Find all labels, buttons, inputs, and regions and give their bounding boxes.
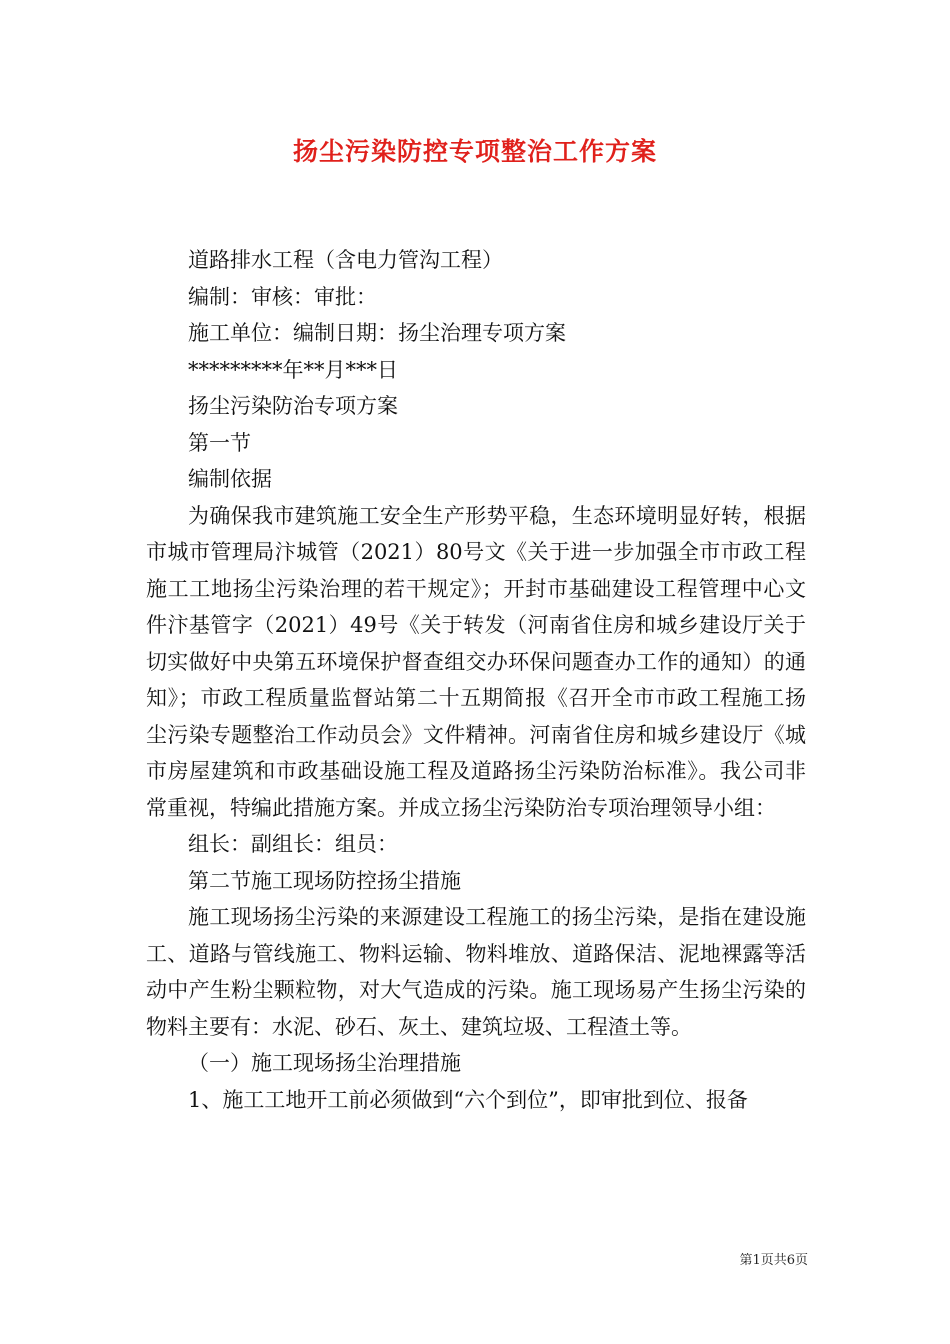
basis-heading: 编制依据 bbox=[188, 467, 272, 491]
unit-date-line: 施工单位：编制日期：扬尘治理专项方案 bbox=[188, 321, 566, 345]
subsection-heading: （一）施工现场扬尘治理措施 bbox=[188, 1051, 461, 1075]
document-title: 扬尘污染防控专项整治工作方案 bbox=[292, 137, 657, 166]
date-line: *********年**月***日 bbox=[188, 357, 398, 382]
document-body bbox=[146, 242, 806, 1118]
section-1-heading: 第一节 bbox=[188, 430, 251, 455]
basis-paragraph: 为确保我市建筑施工安全生产形势平稳，生态环境明显好转，根据市城市管理局汴城管（2021）80号文《关于进一步加强全市市政工程施工工地扬尘污染治理的若干规定》；开封市基础建设工程管理中心文件汴基管字（2021）49号《关于转发（河南省住房和城乡建设厅关于切实做好中央第五环境保护督查组交办环保问题查办工作的通知）的通知》；市政工程质量监督站第二十五期简报《召开全市市政工程施工扬尘污染专题整治工作动员会》文件精神。河南省住房和城乡建设厅《城市房屋建筑和市政基础设施工程及道路扬尘污染防治标准》。我公司非常重视，特编此措施方案。并成立扬尘污染防治专项治理领导小组： bbox=[146, 503, 806, 820]
team-line: 组长：副组长：组员： bbox=[188, 832, 398, 856]
plan-title-line: 扬尘污染防治专项方案 bbox=[188, 394, 398, 418]
project-name-line: 道路排水工程（含电力管沟工程） bbox=[188, 248, 503, 272]
page-number: 第1页共6页 bbox=[739, 1253, 808, 1268]
dust-source-paragraph: 施工现场扬尘污染的来源建设工程施工的扬尘污染，是指在建设施工、道路与管线施工、物料运输、物料堆放、道路保洁、泥地裸露等活动中产生粉尘颗粒物，对大气造成的污染。施工现场易产生扬尘污染的物料主要有：水泥、砂石、灰土、建筑垃圾、工程渣土等。 bbox=[146, 905, 806, 1039]
approval-line: 编制：审核：审批： bbox=[188, 284, 377, 309]
item-1-line: 1、施工工地开工前必须做到“六个到位”，即审批到位、报备 bbox=[188, 1087, 748, 1112]
section-2-heading: 第二节施工现场防控扬尘措施 bbox=[188, 868, 461, 893]
